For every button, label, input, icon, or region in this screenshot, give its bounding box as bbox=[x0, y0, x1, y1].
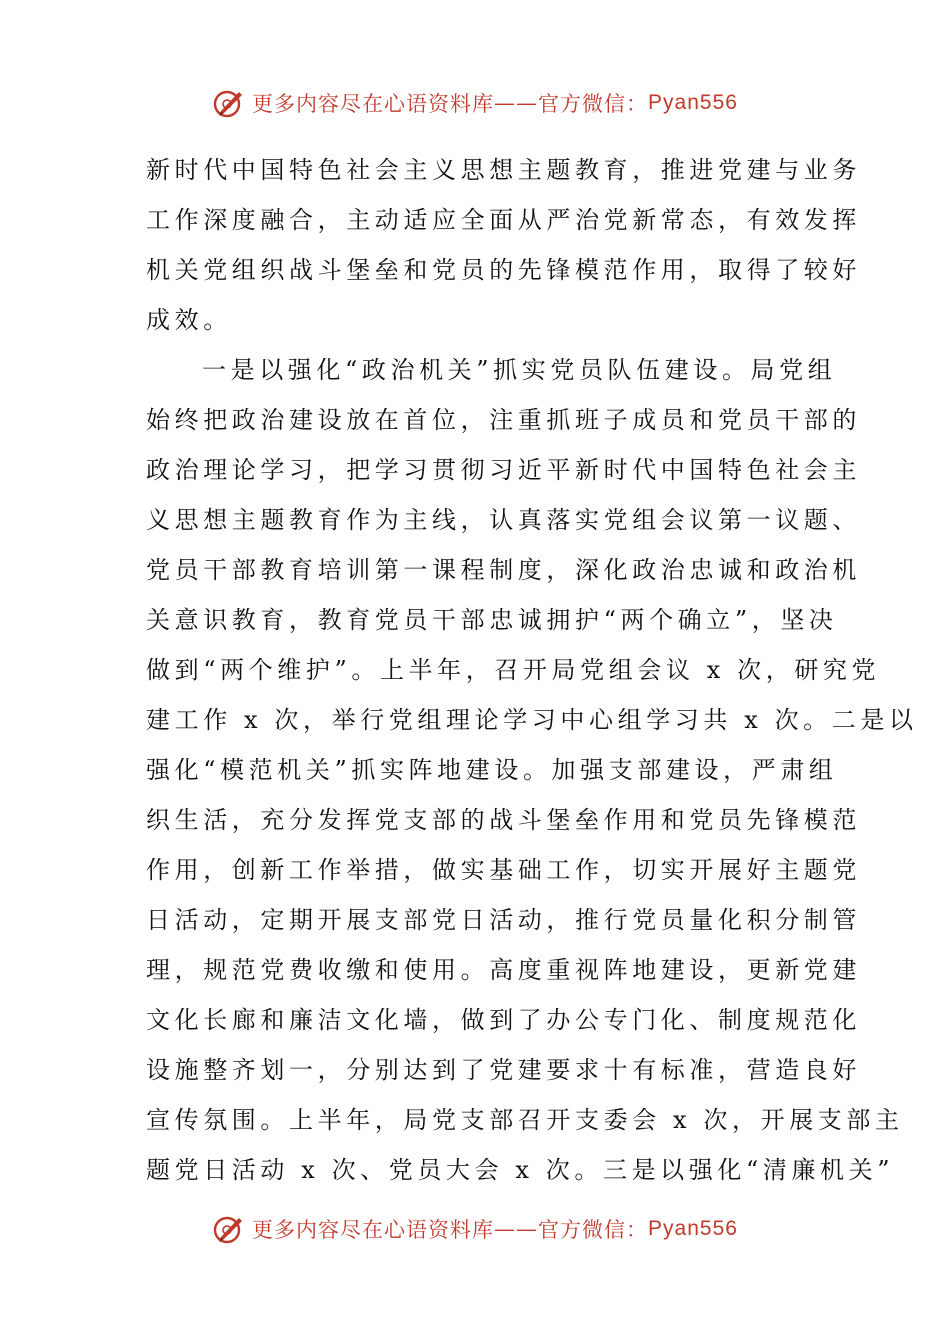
text-line: 政治理论学习，把学习贯彻习近平新时代中国特色社会主 bbox=[146, 456, 861, 484]
document-body bbox=[146, 145, 918, 1195]
text-line: 题党日活动 x 次、党员大会 x 次。三是以强化“清廉机关” bbox=[146, 1156, 895, 1184]
pen-circle-logo-icon bbox=[212, 1212, 246, 1246]
text-line: 工作深度融合，主动适应全面从严治党新常态，有效发挥 bbox=[146, 206, 861, 234]
pen-circle-logo-icon bbox=[212, 86, 246, 120]
text-line: 文化长廊和廉洁文化墙，做到了办公专门化、制度规范化 bbox=[146, 1006, 861, 1034]
text-line: 日活动，定期开展支部党日活动，推行党员量化积分制管 bbox=[146, 906, 861, 934]
header-brand-text: 更多内容尽在心语资料库 bbox=[252, 92, 495, 116]
text-line: 做到“两个维护”。上半年，召开局党组会议 x 次，研究党 bbox=[146, 656, 881, 684]
page-header-watermark bbox=[0, 82, 950, 124]
footer-brand-text: 更多内容尽在心语资料库 bbox=[252, 1218, 495, 1242]
text-line: 作用，创新工作举措，做实基础工作，切实开展好主题党 bbox=[146, 856, 861, 884]
text-line: 理，规范党费收缴和使用。高度重视阵地建设，更新党建 bbox=[146, 956, 861, 984]
text-line: 成效。 bbox=[146, 306, 232, 334]
text-line: 宣传氛围。上半年，局党支部召开支委会 x 次，开展支部主 bbox=[146, 1106, 904, 1134]
paragraph-start-line: 一是以强化“政治机关”抓实党员队伍建设。局党组 bbox=[202, 356, 837, 384]
footer-dash: —— bbox=[494, 1217, 539, 1241]
text-line: 始终把政治建设放在首位，注重抓班子成员和党员干部的 bbox=[146, 406, 861, 434]
text-line: 义思想主题教育作为主线，认真落实党组会议第一议题、 bbox=[146, 506, 861, 534]
header-wechat-label: 官方微信： bbox=[538, 92, 649, 116]
text-line: 设施整齐划一，分别达到了党建要求十有标准，营造良好 bbox=[146, 1056, 861, 1084]
text-line: 机关党组织战斗堡垒和党员的先锋模范作用，取得了较好 bbox=[146, 256, 861, 284]
footer-wechat-label: 官方微信： bbox=[538, 1218, 649, 1242]
text-line: 建工作 x 次，举行党组理论学习中心组学习共 x 次。二是以 bbox=[146, 706, 918, 734]
header-wechat-id: Pyan556 bbox=[648, 91, 738, 114]
header-dash: —— bbox=[494, 91, 539, 115]
text-line: 关意识教育，教育党员干部忠诚拥护“两个确立”，坚决 bbox=[146, 606, 838, 634]
text-line: 强化“模范机关”抓实阵地建设。加强支部建设，严肃组 bbox=[146, 756, 838, 784]
text-line: 织生活，充分发挥党支部的战斗堡垒作用和党员先锋模范 bbox=[146, 806, 861, 834]
text-line: 新时代中国特色社会主义思想主题教育，推进党建与业务 bbox=[146, 156, 861, 184]
text-line: 党员干部教育培训第一课程制度，深化政治忠诚和政治机 bbox=[146, 556, 861, 584]
footer-wechat-id: Pyan556 bbox=[648, 1217, 738, 1240]
page-footer-watermark bbox=[0, 1208, 950, 1250]
